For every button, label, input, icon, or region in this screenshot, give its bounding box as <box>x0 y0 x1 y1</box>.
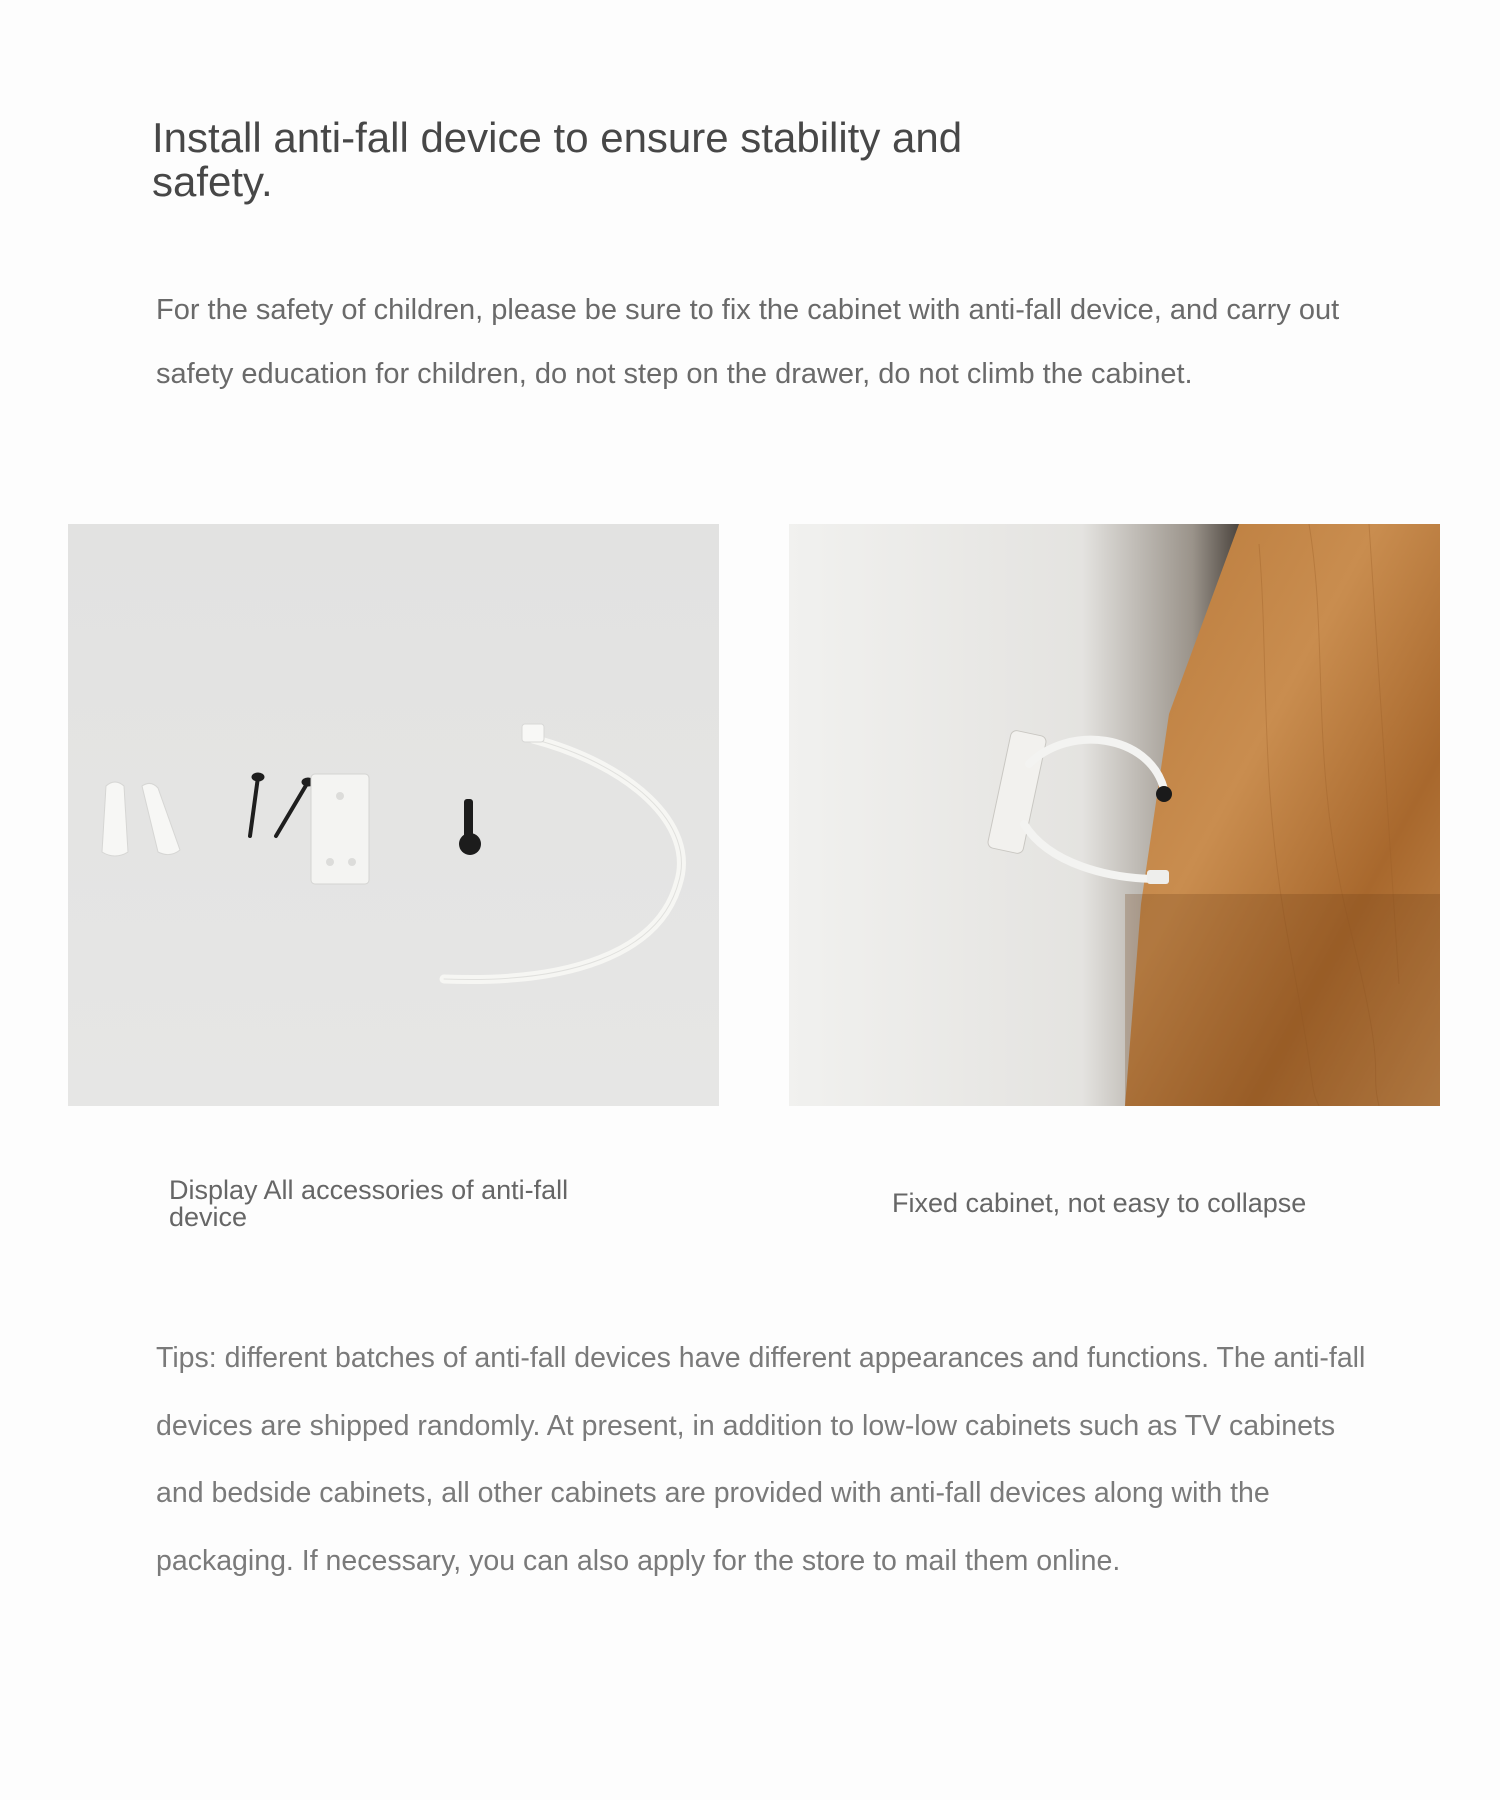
mounting-plate <box>311 774 369 884</box>
wall-anchor-left <box>102 782 128 856</box>
safety-intro-text: For the safety of children, please be sure to fix the cabinet with anti-fall device, and carry out safety education for children, do not step on the drawer, do not climb the cabinet. <box>156 294 1340 390</box>
fixed-cabinet-caption: Fixed cabinet, not easy to collapse <box>892 1188 1307 1218</box>
fixed-cabinet-photo <box>789 524 1440 1106</box>
page-title: Install anti-fall device to ensure stability and safety. <box>152 114 963 205</box>
tips-text: Tips: different batches of anti-fall devices have different appearances and functions. The anti-fall devices are shipped randomly. At present, in addition to low-low cabinets such as TV cabinets and bedside cabinets, all other cabinets are provided with anti-fall devices along with the packaging. If necessary, you can also apply for the store to mail them online. <box>156 1342 1366 1577</box>
accessories-photo <box>68 524 719 1106</box>
accessories-caption: Display All accessories of anti-fall device <box>169 1175 569 1232</box>
